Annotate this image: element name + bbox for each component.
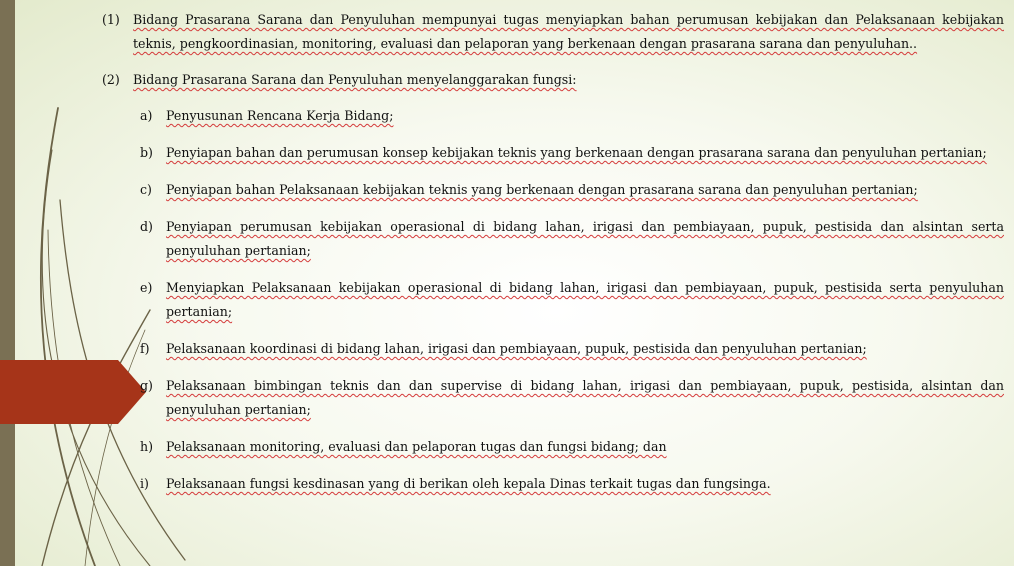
list-item xyxy=(140,374,1004,422)
list-item-letter: g) xyxy=(140,378,153,393)
paragraph-number: (2) xyxy=(102,72,120,87)
document-body xyxy=(102,8,1004,509)
list-item-letter: i) xyxy=(140,476,149,491)
list-item xyxy=(140,215,1004,263)
list-item-text: Penyiapan perumusan kebijakan operasional di bidang lahan, irigasi dan pembiayaan, pupuk, pestisida dan alsintan serta penyuluhan pertanian; xyxy=(166,219,1004,258)
list-item xyxy=(140,337,1004,361)
paragraph-text: Bidang Prasarana Sarana dan Penyuluhan mempunyai tugas menyiapkan bahan perumusan kebijakan dan Pelaksanaan kebijakan teknis, pengkoordinasian, monitoring, evaluasi dan pelaporan yang berkenaan dengan prasarana sarana dan penyuluhan.. xyxy=(133,12,1004,51)
list-item xyxy=(140,178,1004,202)
list-item-letter: h) xyxy=(140,439,154,454)
list-item-text: Penyiapan bahan dan perumusan konsep kebijakan teknis yang berkenaan dengan prasarana sarana dan penyuluhan pertanian; xyxy=(166,145,987,160)
list-item-text: Pelaksanaan bimbingan teknis dan dan supervise di bidang lahan, irigasi dan pembiayaan, pupuk, pestisida, alsintan dan penyuluhan pertanian; xyxy=(166,378,1004,417)
list-item-letter: b) xyxy=(140,145,153,160)
list-item xyxy=(140,276,1004,324)
list-item-letter: d) xyxy=(140,219,153,234)
paragraph-text: Bidang Prasarana Sarana dan Penyuluhan menyelanggarakan fungsi: xyxy=(133,72,577,87)
list-item-text: Pelaksanaan fungsi kesdinasan yang di berikan oleh kepala Dinas terkait tugas dan fungsinga. xyxy=(166,476,771,491)
list-item-text: Pelaksanaan monitoring, evaluasi dan pelaporan tugas dan fungsi bidang; dan xyxy=(166,439,667,454)
list-item xyxy=(140,472,1004,496)
list-item-text: Penyusunan Rencana Kerja Bidang; xyxy=(166,108,394,123)
list-item-text: Penyiapan bahan Pelaksanaan kebijakan teknis yang berkenaan dengan prasarana sarana dan penyuluhan pertanian; xyxy=(166,182,918,197)
list-item-letter: a) xyxy=(140,108,153,123)
list-item xyxy=(140,141,1004,165)
list-item xyxy=(140,435,1004,459)
list-item-text: Pelaksanaan koordinasi di bidang lahan, irigasi dan pembiayaan, pupuk, pestisida dan penyuluhan pertanian; xyxy=(166,341,867,356)
list-item xyxy=(140,104,1004,128)
list-item-text: Menyiapkan Pelaksanaan kebijakan operasional di bidang lahan, irigasi dan pembiayaan, pupuk, pestisida serta penyuluhan pertanian; xyxy=(166,280,1004,319)
list-item-letter: f) xyxy=(140,341,150,356)
list-item-letter: c) xyxy=(140,182,152,197)
paragraph-2 xyxy=(102,68,1004,92)
paragraph-1 xyxy=(102,8,1004,56)
list-item-letter: e) xyxy=(140,280,153,295)
paragraph-number: (1) xyxy=(102,12,120,27)
